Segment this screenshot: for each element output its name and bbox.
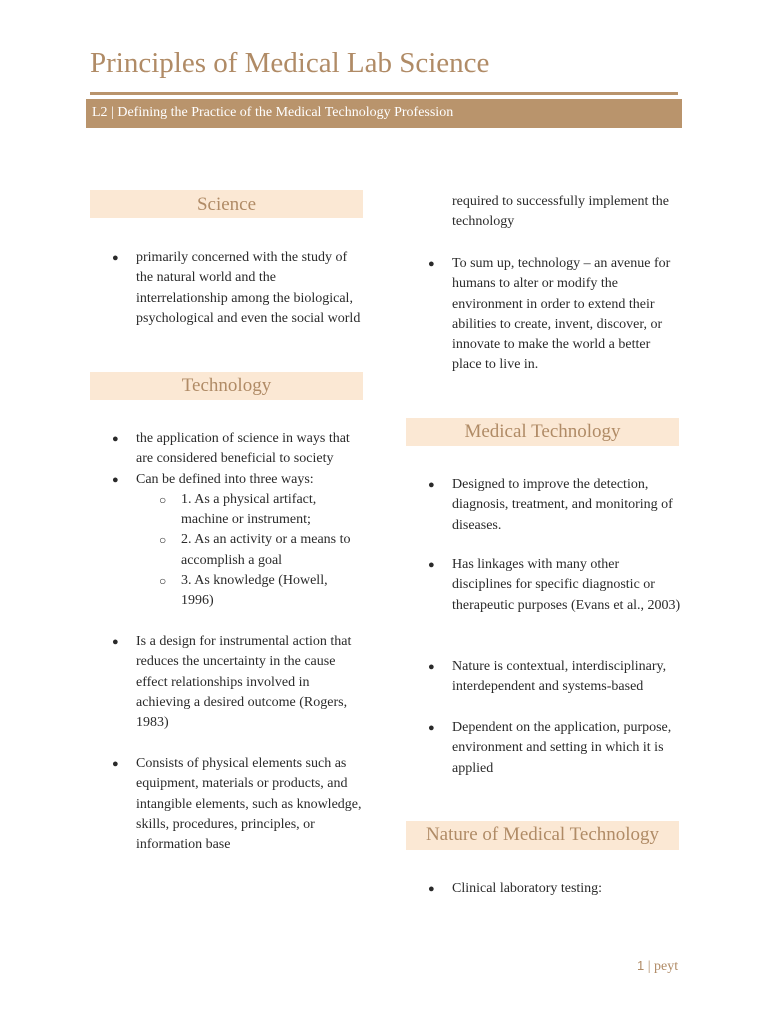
list-item-text: Can be defined into three ways: [136, 471, 314, 487]
title-rule [90, 92, 678, 95]
list-item: ● Dependent on the application, purpose, environment and setting in which it is applied [428, 718, 682, 779]
medtech-list-4 [428, 718, 682, 779]
sublist-item: ○ 3. As knowledge (Howell, 1996) [136, 571, 362, 612]
nature-list [428, 879, 682, 899]
list-item: ● Designed to improve the detection, diagnosis, treatment, and monitoring of diseases. [428, 475, 682, 536]
science-heading: Science [90, 190, 363, 218]
sum-up-list [428, 254, 682, 376]
technology-heading: Technology [90, 372, 363, 400]
list-item [112, 470, 362, 612]
list-item: ● the application of science in ways that are considered beneficial to society [112, 429, 362, 470]
page-number: 1 [637, 958, 645, 973]
technology-list-3 [112, 754, 362, 855]
list-item: ● Consists of physical elements such as equipment, materials or products, and intangible elements, such as knowledge, skills, procedures, principles, or information base [112, 754, 362, 855]
medtech-list-1 [428, 475, 682, 536]
sublist-item: ○ 1. As a physical artifact, machine or instrument; [136, 490, 362, 531]
list-item: ● To sum up, technology – an avenue for humans to alter or modify the environment in order to extend their abilities to create, invent, discover, or innovate to make the world a better place to live in. [428, 254, 682, 376]
sublist-item: ○ 2. As an activity or a means to accomplish a goal [136, 530, 362, 571]
medical-technology-heading: Medical Technology [406, 418, 679, 446]
list-item: ● Nature is contextual, interdisciplinary, interdependent and systems-based [428, 657, 682, 698]
list-item: ● Is a design for instrumental action that reduces the uncertainty in the cause effect relationships involved in achieving a desired outcome (Rogers, 1983) [112, 632, 362, 733]
continued-text: required to successfully implement the technology [452, 194, 669, 230]
technology-list-1 [112, 429, 362, 612]
document-title: Principles of Medical Lab Science [90, 47, 490, 79]
lesson-subtitle: L2 | Defining the Practice of the Medical Technology Profession [86, 99, 682, 128]
list-item: ● Clinical laboratory testing: [428, 879, 682, 899]
footer-separator: | [644, 959, 655, 974]
technology-sublist [136, 490, 362, 612]
list-item: ● primarily concerned with the study of the natural world and the interrelationship among the biological, psychological and even the social world [112, 248, 362, 329]
footer-author: peyt [654, 959, 679, 974]
science-list [112, 248, 362, 329]
page-footer [637, 958, 678, 975]
medtech-list-2 [428, 555, 682, 616]
list-item: ● Has linkages with many other disciplines for specific diagnostic or therapeutic purposes (Evans et al., 2003) [428, 555, 682, 616]
medtech-list-3 [428, 657, 682, 698]
technology-list-2 [112, 632, 362, 733]
nature-heading: Nature of Medical Technology [406, 821, 679, 850]
